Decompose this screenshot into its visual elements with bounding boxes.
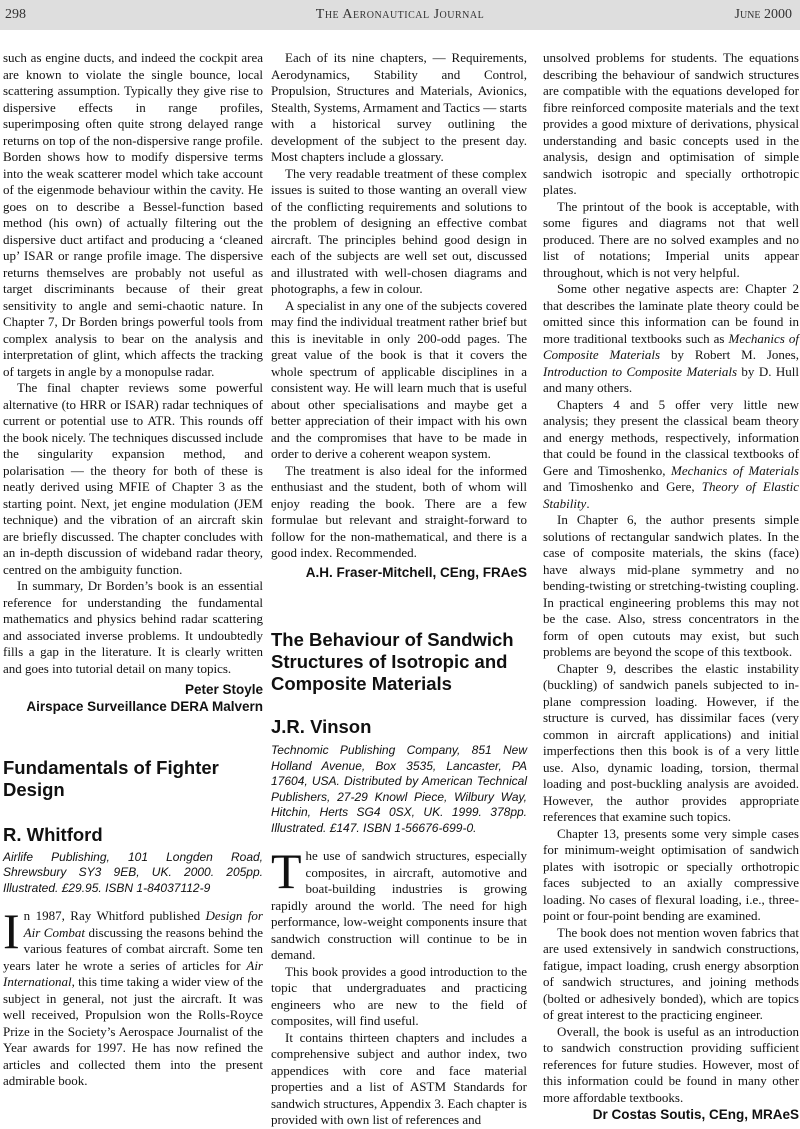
review-title: Fundamentals of Fighter Design bbox=[3, 757, 219, 800]
paragraph: The final chapter reviews some powerful alternative (to HRR or ISAR) radar techniques of current or potential use to ATR. This rounds off the book nicely. The techniques discussed include the singularity expansion method, and polarisation — the theory for both of these is neatly derived using MFIE of Chapter 3 as the starting point. Next, jet engine modulation (JEM technique) and the vibration of an aircraft skin are briefly discussed. The chapter concludes with an in-depth discussion of wideband radar theory, centred on the ambiguity function. bbox=[3, 380, 263, 577]
drop-cap: T bbox=[271, 843, 302, 899]
paragraph: The printout of the book is acceptable, with some figures and diagrams not that well produced. There are no solved examples and no list of notations; Imperial units appear throughout, which is not very helpful. bbox=[543, 198, 799, 280]
journal-title: The Aeronautical Journal bbox=[315, 7, 485, 22]
reviewer-signature: A.H. Fraser-Mitchell, CEng, FRAeS bbox=[305, 564, 527, 580]
paragraph: unsolved problems for students. The equations describing the behaviour of sandwich structures are compatible with the equations developed for fibre reinforced composite materials and the text provides a good mixture of derivations, physical understanding and basic concepts used in the analysis, design and optimisation of simple sandwich isotropic and specially orthotropic plates. bbox=[543, 50, 799, 197]
paragraph: The book does not mention woven fabrics that are used extensively in sandwich constructions, fatigue, impact loading, crush energy absorption of sandwich structures, and joining methods (bolted or adhesively bonded), which are topics of great interest to the practicing engineer. bbox=[543, 924, 799, 1022]
paragraph: A specialist in any one of the subjects covered may find the individual treatment rather brief but this is inevitable in only 200-odd pages. The great value of the book is that it covers the whole spectrum of applicable disciplines in a consistent way. He will learn much that is useful about other specialisations and maybe get a better appreciation of their impact with his own and the compromises that have to be made in order to derive a coherent weapon system. bbox=[271, 297, 527, 461]
reviewer-signature: Dr Costas Soutis, CEng, MRAeS bbox=[592, 1107, 799, 1122]
paragraph: The treatment is also ideal for the informed enthusiast and the student, both of whom will enjoy reading the book. There are a few formulae but relevant and straight-forward to follow for the non-mathematical, and there is a good index. Recommended. bbox=[271, 462, 527, 560]
page-header bbox=[0, 0, 800, 30]
paragraph: In 1987, Ray Whitford published Design for Air Combat discussing the reasons behind the various features of combat aircraft. Some ten years later he wrote a series of articles for Air International, this time taking a wider view of the subject in general, not just the aircraft. It was well received, Propulsion won the Rolls-Royce Prize in the Society’s Aerospace Journalist of the Year awards for 1997. He has now refined the articles and collected them into the present admirable book. bbox=[3, 903, 263, 1088]
publication-info: Airlife Publishing, 101 Longden Road, Shrewsbury SY3 9EB, UK. 2000. 205pp. Illustrated. £29.95. ISBN 1-84037112-9 bbox=[3, 849, 263, 895]
paragraph: It contains thirteen chapters and includes a comprehensive subject and author index, two appendices with core and face material properties and a list of ASTM Standards for sandwich structures, Appendix 3. Each chapter is provided with own list of references and bbox=[271, 1029, 527, 1127]
column-3 bbox=[543, 50, 799, 1123]
book-author: J.R. Vinson bbox=[271, 715, 372, 737]
paragraph: Some other negative aspects are: Chapter 2 that describes the laminate plate theory could be omitted since this information can be found in more traditional textbooks such as Mechanics of Composite Materials by Robert M. Jones, Introduction to Composite Materials by D. Hull and many others. bbox=[543, 281, 800, 395]
column-2 bbox=[271, 50, 527, 1129]
issue-date: June 2000 bbox=[734, 7, 792, 22]
paragraph: The very readable treatment of these complex issues is suited to those wanting an overall view of the conflicting requirements and solutions to the problem of designing an effective combat aircraft. The principles behind good design in each of the subjects are well set out, discussed and illustrated with well-chosen diagrams and photographs, a few in colour. bbox=[271, 165, 527, 296]
paragraph: The use of sandwich structures, especially composites, in aircraft, automotive and boat-building industries is growing rapidly around the world. The need for high performance, low-weight components insure that sandwich construction will continue to be in demand. bbox=[271, 843, 527, 962]
book-author: R. Whitford bbox=[3, 824, 103, 845]
paragraph: Chapter 9, describes the elastic instability (buckling) of sandwich panels subjected to in-plane compression loading. However, if the structure is curved, has dissimilar faces (very common in aircraft applications) and initial imperfections then this book is of a very little use. Also, dynamic loading, torsion, thermal loading and post-buckling analysis are avoided. However, the author provides appropriate references that examine such topics. bbox=[543, 660, 799, 824]
drop-cap: I bbox=[3, 903, 20, 959]
paragraph: In Chapter 6, the author presents simple solutions of rectangular sandwich plates. In the case of composite materials, the skins (face) have always mid-plane symmetry and no bending-twisting or stretching-twisting coupling. In practical engineering problems this may not be the case. Also, stress concentrators in the form of open cutouts may exist, but such problems are beyond the scope of this textbook. bbox=[543, 512, 799, 659]
paragraph: Chapter 13, presents some very simple cases for minimum-weight optimisation of sandwich plates with isotropic or specially orthotropic faces subjected to an axially compressive loading. No cases of flexural loading, i.e., three-point or four-point bending are examined. bbox=[543, 825, 799, 923]
paragraph: such as engine ducts, and indeed the cockpit area are known to violate the single bounce, local scattering assumption. Typically they give rise to dispersive effects in range profiles, superimposing often quite strong delayed range returns on top of the non-dispersive range profile. Borden shows how to modify dispersive terms into the weak scatterer model which take account of the eigenmode behaviour within the cavity. He goes on to describe a Bessel-function based method (his own) of actually filtering out the dispersive duct artifact and producing a ‘cleaned up’ ISAR or range profile image. The dispersive returns themselves are probably not useful as target discriminants because of their great sensitivity to angle and semi-chaotic nature. In Chapter 7, Dr Borden brings powerful tools from complex analysis to bear on the analysis and interpretation of glint, which affects the tracking of targets in angle by a monopulse radar. bbox=[3, 50, 263, 379]
reviewer-name: Peter Stoyle bbox=[184, 682, 263, 697]
paragraph: Chapters 4 and 5 offer very little new analysis; they present the classical beam theory and energy methods, respectively, information that could be found in the classical textbooks of Gere and Timoshenko, Mechanics of Materials and Timoshenko and Gere, Theory of Elastic Stability. bbox=[543, 396, 799, 511]
publication-info: Technomic Publishing Company, 851 New Holland Avenue, Box 3535, Lancaster, PA 17604, USA. Distributed by American Technical Publishers, 27-29 Knowl Piece, Wilbury Way, Hitchin, Herts SG4 0SX, UK. 1999. 378pp. Illustrated. £147. ISBN 1-56676-699-0. bbox=[271, 743, 527, 835]
page-number: 298 bbox=[5, 7, 26, 22]
review-title: The Behaviour of Sandwich Structures of Isotropic and Composite Materials bbox=[271, 628, 514, 694]
paragraph: In summary, Dr Borden’s book is an essential reference for understanding the fundamental mathematics and physics behind radar scattering and associated inverse problems. It undoubtedly fills a gap in the literature. It is clearly written and goes into tutorial detail on many topics. bbox=[3, 578, 263, 676]
paragraph: This book provides a good introduction to the topic that undergraduates and practicing engineers who are new to the field of composites, will find useful. bbox=[271, 963, 527, 1028]
reviewer-affiliation: Airspace Surveillance DERA Malvern bbox=[26, 699, 263, 714]
paragraph: Overall, the book is useful as an introduction to sandwich construction providing sufficient references for future studies. However, most of this information could be found in many other more affordable textbooks. bbox=[543, 1023, 799, 1105]
column-1 bbox=[3, 50, 263, 1090]
paragraph: Each of its nine chapters, — Requirements, Aerodynamics, Stability and Control, Propulsion, Structures and Materials, Avionics, Stealth, Systems, Armament and Tactics — starts with a historical survey outlining the development of the subject to the present day. Most chapters include a glossary. bbox=[271, 50, 527, 164]
